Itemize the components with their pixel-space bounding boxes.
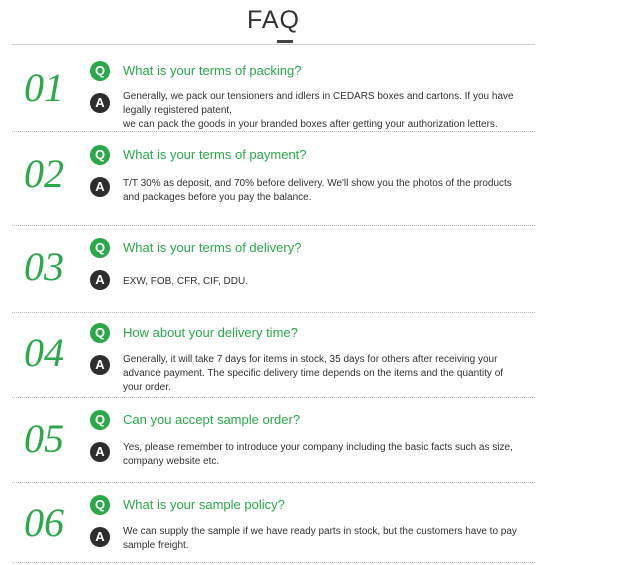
question-icon: Q [90,323,110,343]
question-text: What is your terms of payment? [123,147,307,162]
faq-item [12,483,535,563]
question-text: What is your sample policy? [123,497,285,512]
answer-icon: A [90,93,110,113]
answer-icon: A [90,270,110,290]
faq-number: 05 [24,416,64,461]
answer-text: Generally, it will take 7 days for items in stock, 35 days for others after receiving your advance payment. The specific delivery time depends on the items and the quantity of your order. [123,354,504,393]
faq-number: 03 [24,244,64,289]
question-icon: Q [90,495,110,515]
question-text: Can you accept sample order? [123,412,301,427]
answer-icon: A [90,527,110,547]
question-icon: Q [90,61,110,81]
question-icon: Q [90,145,110,165]
faq-item [12,398,535,483]
question-text: How about your delivery time? [123,325,298,340]
answer-text: Yes, please remember to introduce your company including the basic facts such as size, company website etc. [123,442,513,467]
answer-text: EXW, FOB, CFR, CIF, DDU. [123,276,249,287]
question-text: What is your terms of delivery? [123,240,302,255]
faq-item [12,132,535,226]
answer-text: Generally, we pack our tensioners and idlers in CEDARS boxes and cartons. If you have legally registered patent, we can pack the goods in your branded boxes after getting your authorization letters. [123,91,514,130]
faq-number: 02 [24,151,64,196]
faq-item [12,313,535,398]
faq-header [12,0,535,45]
question-text: What is your terms of packing? [123,63,302,78]
answer-text: We can supply the sample if we have ready parts in stock, but the customers have to pay sample freight. [123,526,517,551]
title-underline [277,40,293,43]
answer-icon: A [90,442,110,462]
faq-item [12,226,535,313]
faq-number: 06 [24,500,64,545]
faq-number: 01 [24,65,64,110]
answer-icon: A [90,355,110,375]
page-title: FAQ [246,6,300,34]
faq-item [12,44,535,132]
answer-icon: A [90,177,110,197]
question-icon: Q [90,238,110,258]
faq-number: 04 [24,330,64,375]
question-icon: Q [90,410,110,430]
faq-list [12,44,535,563]
answer-text: T/T 30% as deposit, and 70% before delivery. We'll show you the photos of the products and packages before you pay the balance. [123,178,512,203]
